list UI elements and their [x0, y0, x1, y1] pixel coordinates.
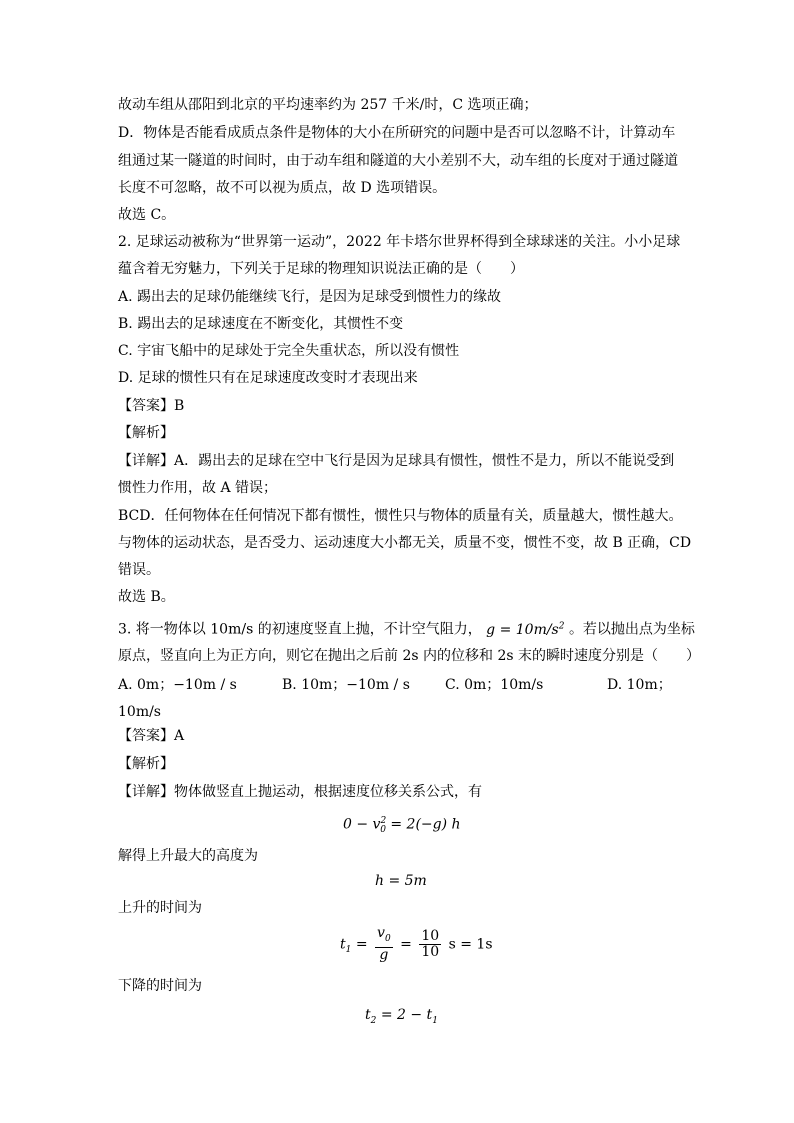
- question-3-option-a: A. 0m；−10m / s: [118, 677, 237, 693]
- frac-den: g: [379, 946, 389, 963]
- q3-text-post: 。若以抛出点为坐标: [568, 621, 695, 638]
- fraction-10-over-10: [419, 929, 441, 960]
- eq4-t: t: [365, 1007, 371, 1023]
- question-2-stem: 2. 足球运动被称为“世界第一运动”，2022 年卡塔尔世界杯得到全球球迷的关注。小小足球: [118, 234, 681, 250]
- eq1-sub: 0: [380, 825, 386, 836]
- detail-line: 【详解】物体做竖直上抛运动，根据速度位移关系公式，有: [118, 784, 482, 800]
- question-2-stem: 蕴含着无穷魅力，下列关于足球的物理知识说法正确的是（ ）: [118, 261, 524, 277]
- question-2-option-a: A. 踢出去的足球仍能继续飞行，是因为足球受到惯性力的缘故: [118, 289, 502, 305]
- eq3-sub: 1: [345, 945, 352, 956]
- analysis-label: 【解析】: [118, 425, 174, 441]
- eq4-rhs-sub: 1: [432, 1015, 438, 1026]
- equation-rise-time: [340, 926, 493, 963]
- frac-num-sub: 0: [384, 933, 391, 944]
- question-3-option-d-cont: 10m/s: [118, 704, 161, 720]
- eq1-sup: 2: [380, 816, 387, 826]
- eq3-equals-2: =: [400, 936, 412, 953]
- q3-text-pre: 3. 将一物体以 10m/s 的初速度竖直上抛，不计空气阻力，: [118, 621, 482, 638]
- question-2-option-c: C. 宇宙飞船中的足球处于完全失重状态，所以没有惯性: [118, 343, 460, 359]
- frac-num: v: [377, 925, 385, 941]
- text-line: D．物体是否能看成质点条件是物体的大小在所研究的问题中是否可以忽略不计，计算动车: [118, 125, 676, 141]
- fraction-v0-over-g: [375, 926, 393, 963]
- detail-line: BCD．任何物体在任何情况下都有惯性，惯性只与物体的质量有关，质量越大，惯性越大。: [118, 508, 683, 524]
- question-3-stem: 原点，竖直向上为正方向，则它在抛出之后前 2s 内的位移和 2s 末的瞬时速度分别是（ ）: [118, 648, 700, 664]
- q3-gravity-exp: 2: [558, 621, 565, 631]
- frac2-den: 10: [421, 943, 440, 960]
- equation-fall-time: [365, 1006, 438, 1030]
- selection-line: 故选 B。: [118, 589, 175, 605]
- question-3-option-c: C. 0m；10m/s: [445, 677, 544, 693]
- detail-line: 与物体的运动状态，是否受力、运动速度大小都无关，质量不变，惯性不变，故 B 正确，CD: [118, 535, 692, 551]
- frac2-num: 10: [421, 927, 440, 944]
- equation-velocity-displacement: [343, 812, 461, 839]
- eq3-t: t: [340, 936, 346, 953]
- answer-label: 【答案】A: [118, 728, 185, 744]
- eq4-rhs: = 2 − t: [380, 1007, 433, 1023]
- text-line: 解得上升最大的高度为: [118, 848, 258, 864]
- question-3-stem: [118, 617, 695, 639]
- eq1-left: 0 − v: [343, 816, 381, 833]
- text-line: 长度不可忽略，故不可以视为质点，故 D 选项错误。: [118, 180, 447, 196]
- question-2-option-d: D. 足球的惯性只有在足球速度改变时才表现出来: [118, 370, 418, 386]
- text-line: 组通过某一隧道的时间时，由于动车组和隧道的大小差别不大，动车组的长度对于通过隧道: [118, 153, 678, 169]
- eq3-result: s = 1s: [448, 936, 493, 953]
- question-3-option-d: D. 10m；: [607, 677, 672, 693]
- text-line: 上升的时间为: [118, 900, 202, 916]
- text-line: 故动车组从邵阳到北京的平均速率约为 257 千米/时，C 选项正确；: [118, 97, 538, 113]
- question-2-option-b: B. 踢出去的足球速度在不断变化，其惯性不变: [118, 316, 404, 332]
- eq4-sub: 2: [370, 1015, 377, 1026]
- equation-max-height: h = 5m: [375, 873, 427, 889]
- q3-gravity-value: g = 10m/s: [486, 621, 559, 638]
- detail-line: 错误。: [118, 562, 160, 578]
- detail-line: 【详解】A．踢出去的足球在空中飞行是因为足球具有惯性，惯性不是力，所以不能说受到: [118, 453, 675, 469]
- question-3-option-b: B. 10m；−10m / s: [282, 677, 410, 693]
- eq1-right: = 2(−g) h: [390, 816, 461, 833]
- text-line: 故选 C。: [118, 207, 176, 223]
- eq3-equals-1: =: [355, 936, 368, 953]
- answer-label: 【答案】B: [118, 398, 185, 414]
- detail-line: 惯性力作用，故 A 错误；: [118, 480, 278, 496]
- q3-gravity-formula: [486, 622, 564, 638]
- text-line: 下降的时间为: [118, 978, 202, 994]
- analysis-label: 【解析】: [118, 756, 174, 772]
